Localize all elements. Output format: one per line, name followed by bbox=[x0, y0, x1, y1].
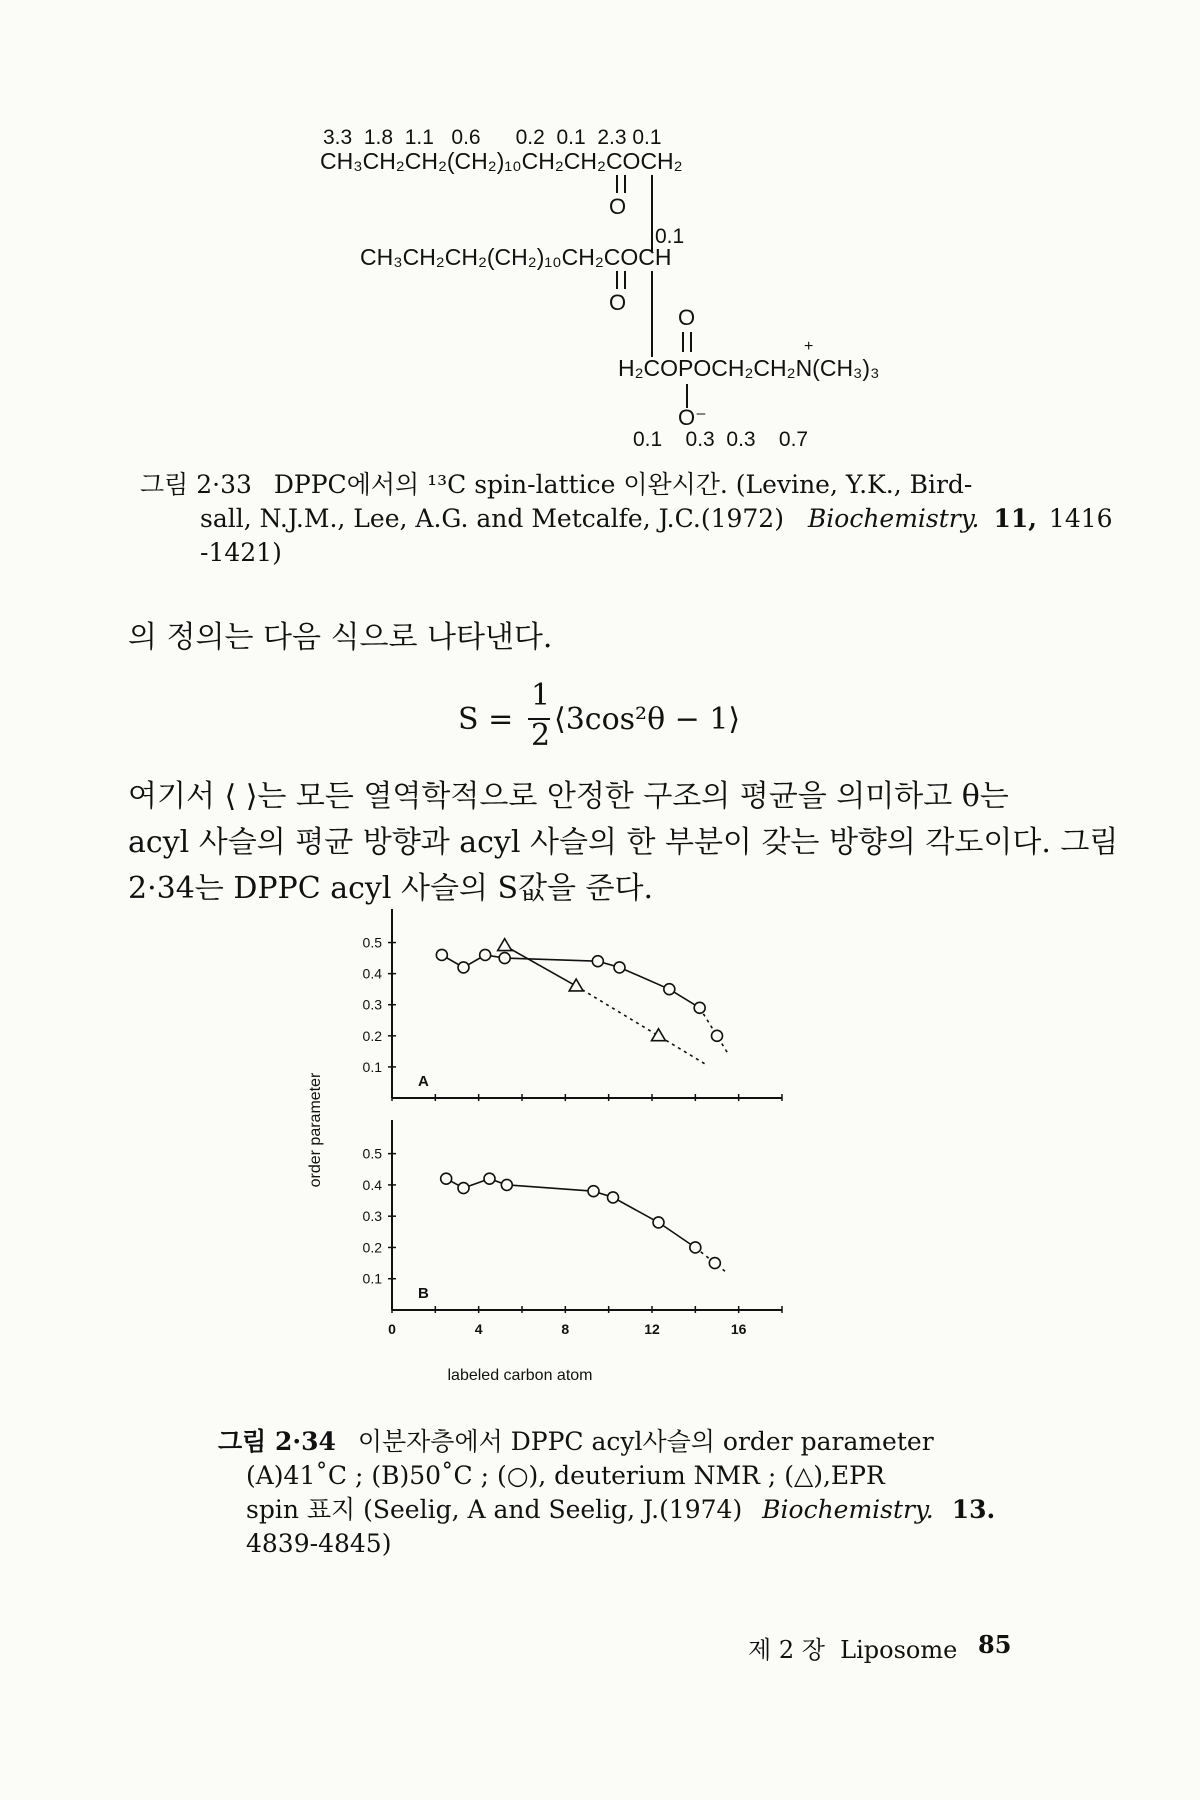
bond-vertical-2 bbox=[651, 271, 653, 357]
nmr-circle-marker bbox=[499, 953, 510, 964]
x-tick-label: 4 bbox=[474, 1321, 483, 1337]
phosphate-o-minus: O⁻ bbox=[678, 405, 707, 430]
nmr-circle-marker bbox=[588, 1186, 599, 1197]
fig233-volume: 11, bbox=[993, 504, 1037, 533]
paragraph-line-1: 여기서 ⟨ ⟩는 모든 열역학적으로 안정한 구조의 평균을 의미하고 θ는 bbox=[128, 779, 1009, 814]
paragraph bbox=[128, 774, 1119, 912]
x-tick-label: 8 bbox=[561, 1321, 570, 1337]
structure-row1: CH₃CH₂CH₂(CH₂)₁₀CH₂CH₂COCH₂ bbox=[320, 148, 683, 174]
double-bond-3 bbox=[682, 332, 692, 352]
epr-triangle-marker bbox=[652, 1029, 666, 1041]
page-number: 85 bbox=[978, 1630, 1012, 1659]
fig233-journal: Biochemistry. bbox=[807, 504, 980, 533]
fig233-line3: -1421) bbox=[200, 538, 282, 567]
equation-left: S = bbox=[458, 702, 514, 737]
x-tick-label: 16 bbox=[730, 1321, 747, 1337]
panel-label: B bbox=[418, 1285, 429, 1302]
intro-text: 의 정의는 다음 식으로 나타낸다. bbox=[128, 620, 553, 655]
structure-row3: H₂COPOCH₂CH₂N(CH₃)₃ bbox=[618, 355, 880, 381]
chapter-footer: 제 2 장 Liposome bbox=[748, 1636, 958, 1664]
fig234-line2: (A)41˚C ; (B)50˚C ; (○), deuterium NMR ; (△),EPR bbox=[246, 1461, 885, 1490]
fig233-label: 그림 2·33 bbox=[140, 470, 252, 499]
series-line bbox=[446, 1179, 695, 1248]
y-axis-label: order parameter bbox=[307, 1072, 324, 1188]
structure-top-values: 3.3 1.8 1.1 0.6 0.2 0.1 2.3 0.1 bbox=[323, 126, 662, 149]
nmr-circle-marker bbox=[480, 949, 491, 960]
series-line bbox=[505, 946, 577, 986]
fig233-line2: sall, N.J.M., Lee, A.G. and Metcalfe, J.C.(1972) bbox=[200, 504, 784, 533]
nmr-circle-marker bbox=[653, 1217, 664, 1228]
nmr-circle-marker bbox=[608, 1192, 619, 1203]
nmr-circle-marker bbox=[690, 1242, 701, 1253]
fig234-line4: 4839-4845) bbox=[246, 1529, 392, 1558]
y-tick-label: 0.1 bbox=[362, 1058, 382, 1075]
epr-triangle-marker bbox=[569, 979, 583, 991]
double-bond-1 bbox=[616, 175, 626, 193]
nmr-circle-marker bbox=[614, 962, 625, 973]
double-bond-2 bbox=[616, 271, 626, 289]
fig234-journal: Biochemistry. bbox=[762, 1495, 934, 1524]
y-tick-label: 0.3 bbox=[362, 996, 382, 1013]
y-tick-label: 0.1 bbox=[362, 1270, 382, 1287]
structure-bottom-values: 0.1 0.3 0.3 0.7 bbox=[633, 428, 809, 451]
order-parameter-chart bbox=[290, 905, 810, 1405]
equation-denominator: 2 bbox=[531, 718, 551, 753]
fig234-label: 그림 2·34 bbox=[218, 1427, 336, 1456]
fig233-pages: 1416 bbox=[1048, 504, 1113, 533]
ammonium-plus: + bbox=[804, 338, 814, 355]
nmr-circle-marker bbox=[436, 949, 447, 960]
y-tick-label: 0.4 bbox=[362, 965, 382, 982]
nmr-circle-marker bbox=[712, 1030, 723, 1041]
nmr-circle-marker bbox=[441, 1173, 452, 1184]
x-axis-label: labeled carbon atom bbox=[447, 1367, 593, 1384]
equation-numerator: 1 bbox=[531, 678, 551, 713]
y-tick-label: 0.4 bbox=[362, 1176, 382, 1193]
paragraph-line-2: acyl 사슬의 평균 방향과 acyl 사슬의 한 부분이 갖는 방향의 각도이다. 그림 bbox=[128, 825, 1119, 860]
nmr-circle-marker bbox=[458, 962, 469, 973]
nmr-circle-marker bbox=[458, 1183, 469, 1194]
structure-mid-value: 0.1 bbox=[655, 225, 685, 248]
equation-right: ⟨3cos²θ − 1⟩ bbox=[554, 702, 741, 737]
carbonyl-oxygen-2: O bbox=[609, 290, 627, 315]
nmr-circle-marker bbox=[484, 1173, 495, 1184]
bond-vertical-1 bbox=[651, 175, 653, 251]
fig233-line1: DPPC에서의 ¹³C spin-lattice 이완시간. (Levine, Y.K., Bird- bbox=[273, 470, 973, 499]
structure-row2: CH₃CH₂CH₂(CH₂)₁₀CH₂COCH bbox=[360, 244, 672, 270]
y-tick-label: 0.2 bbox=[362, 1027, 382, 1044]
epr-triangle-marker bbox=[498, 939, 512, 951]
carbonyl-oxygen-1: O bbox=[609, 194, 627, 219]
y-tick-label: 0.5 bbox=[362, 1145, 382, 1162]
fig234-caption bbox=[218, 1425, 1078, 1561]
paragraph-line-3: 2·34는 DPPC acyl 사슬의 S값을 준다. bbox=[128, 871, 654, 906]
x-tick-label: 0 bbox=[388, 1321, 396, 1337]
phosphate-oxygen: O bbox=[678, 305, 696, 330]
series-line bbox=[442, 955, 700, 1008]
fig234-line3: spin 표지 (Seelig, A and Seelig, J.(1974) bbox=[246, 1495, 743, 1524]
y-tick-label: 0.2 bbox=[362, 1239, 382, 1256]
nmr-circle-marker bbox=[592, 956, 603, 967]
series-extrapolation bbox=[576, 986, 708, 1066]
y-tick-label: 0.3 bbox=[362, 1208, 382, 1225]
nmr-circle-marker bbox=[694, 1002, 705, 1013]
nmr-circle-marker bbox=[709, 1258, 720, 1269]
x-tick-label: 12 bbox=[644, 1321, 660, 1337]
fig234-line1: 이분자층에서 DPPC acyl사슬의 order parameter bbox=[357, 1427, 934, 1456]
series-extrapolation bbox=[700, 1008, 728, 1053]
nmr-circle-marker bbox=[664, 984, 675, 995]
y-tick-label: 0.5 bbox=[362, 934, 382, 951]
panel-label: A bbox=[418, 1073, 429, 1090]
fig233-caption bbox=[140, 468, 1113, 570]
nmr-circle-marker bbox=[501, 1179, 512, 1190]
fig234-volume: 13. bbox=[951, 1495, 996, 1524]
